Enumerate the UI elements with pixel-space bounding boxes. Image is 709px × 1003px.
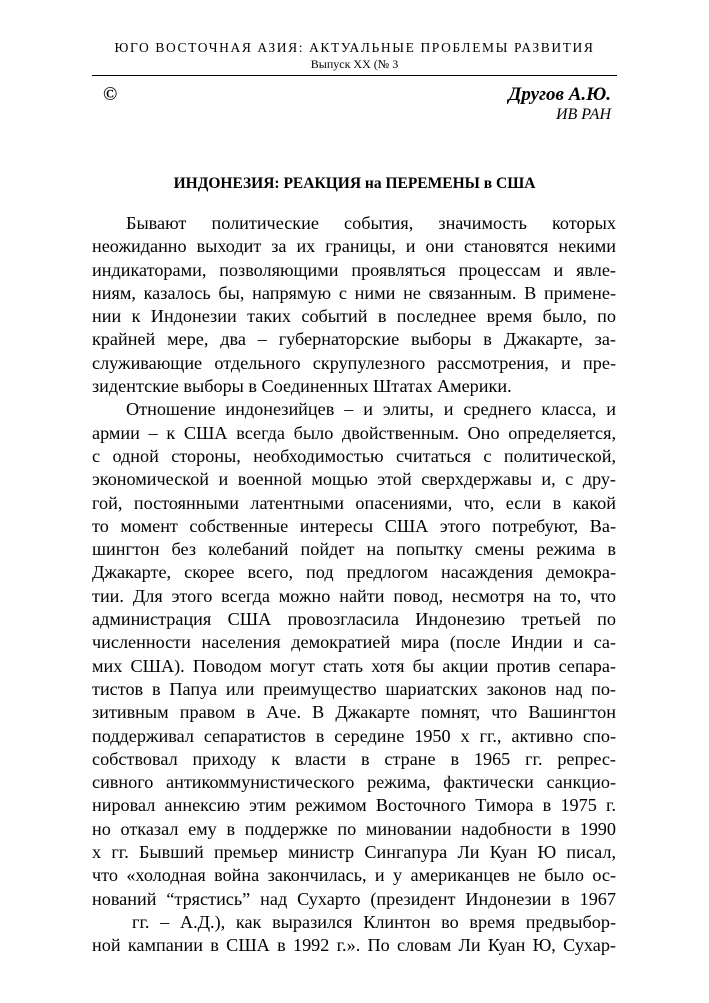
article-body: [92, 212, 616, 958]
issue-line: Выпуск XX (№ 3: [310, 57, 399, 71]
body-line: то момент собственные интересы США этого потребуют, Ва-: [92, 515, 616, 536]
running-head: ЮГО ВОСТОЧНАЯ АЗИЯ: АКТУАЛЬНЫЕ ПРОБЛЕМЫ РАЗВИТИЯ: [114, 40, 595, 55]
body-line: сивного антикоммунистического режима, фактически санкцио-: [92, 772, 616, 793]
body-line: гг. – А.Д.), как выразился Клинтон во время предвыбор-: [132, 911, 616, 932]
body-line: нований “трястись” над Сухарто (президент Индонезии в 1967: [92, 888, 616, 909]
body-line: тистов в Папуа или преимущество шариатских законов над по-: [92, 678, 616, 699]
body-line: армии – к США всегда было двойственным. Оно определяется,: [92, 422, 616, 443]
author-name: Другов А.Ю.: [508, 84, 611, 105]
body-line: крайней мере, два – губернаторские выборы в Джакарте, за-: [92, 329, 616, 350]
body-line: Бывают политические события, значимость которых: [126, 213, 616, 233]
body-line: но отказал ему в поддержке по миновании надобности в 1990: [92, 818, 616, 839]
article-title: ИНДОНЕЗИЯ: РЕАКЦИЯ на ПЕРЕМЕНЫ в США: [173, 175, 536, 192]
copyright-sign: ©: [103, 84, 118, 105]
body-line: зитивным правом в Аче. В Джакарте помнят, что Вашингтон: [92, 702, 616, 723]
body-line: экономической и военной мощью этой сверхдержавы и, с дру-: [92, 469, 616, 490]
body-line: Джакарте, скорее всего, под предлогом насаждения демокра-: [92, 562, 616, 583]
body-line: шингтон без колебаний пойдет на попытку смены режима в: [92, 539, 616, 560]
body-line: администрация США провозгласила Индонезию третьей по: [92, 609, 616, 630]
body-line: поддерживал сепаратистов в середине 1950 х гг., активно спо-: [92, 725, 616, 746]
body-line: мих США). Поводом могут стать хотя бы акции против сепара-: [92, 655, 616, 676]
body-line: собствовал приходу к власти в стране в 1965 гг. репрес-: [92, 748, 616, 769]
body-line: нии к Индонезии таких событий в последнее время было, по: [92, 306, 616, 327]
body-line: численности населения демократией мира (после Индии и са-: [92, 632, 616, 653]
author-affiliation: ИВ РАН: [555, 106, 611, 123]
body-line: гой, постоянными латентными опасениями, что, если в какой: [92, 492, 616, 513]
body-line: тии. Для этого всегда можно найти повод, несмотря на то, что: [92, 585, 616, 606]
body-line: х гг. Бывший премьер министр Сингапура Ли Куан Ю писал,: [92, 842, 616, 863]
body-line: нировал аннексию этим режимом Восточного Тимора в 1975 г.: [92, 795, 616, 816]
body-line: с одной стороны, необходимостью считаться с политической,: [92, 445, 616, 466]
body-line: неожиданно выходит за их границы, и они становятся некими: [92, 236, 616, 257]
body-line: ниям, казалось бы, напрямую с ними не связанным. В примене-: [92, 282, 616, 303]
body-line: Отношение индонезийцев – и элиты, и среднего класса, и: [126, 399, 616, 420]
body-line: индикаторами, позволяющими проявляться процессам и явле-: [92, 259, 616, 280]
body-line: что «холодная война закончилась, и у американцев не было ос-: [92, 865, 616, 886]
body-line: ной кампании в США в 1992 г.». По словам Ли Куан Ю, Сухар-: [92, 935, 616, 956]
header-rule: [92, 75, 617, 76]
body-line: зидентские выборы в Соединенных Штатах Америки.: [92, 376, 512, 397]
body-line: служивающие отдельного скрупулезного рассмотрения, и пре-: [92, 352, 616, 373]
